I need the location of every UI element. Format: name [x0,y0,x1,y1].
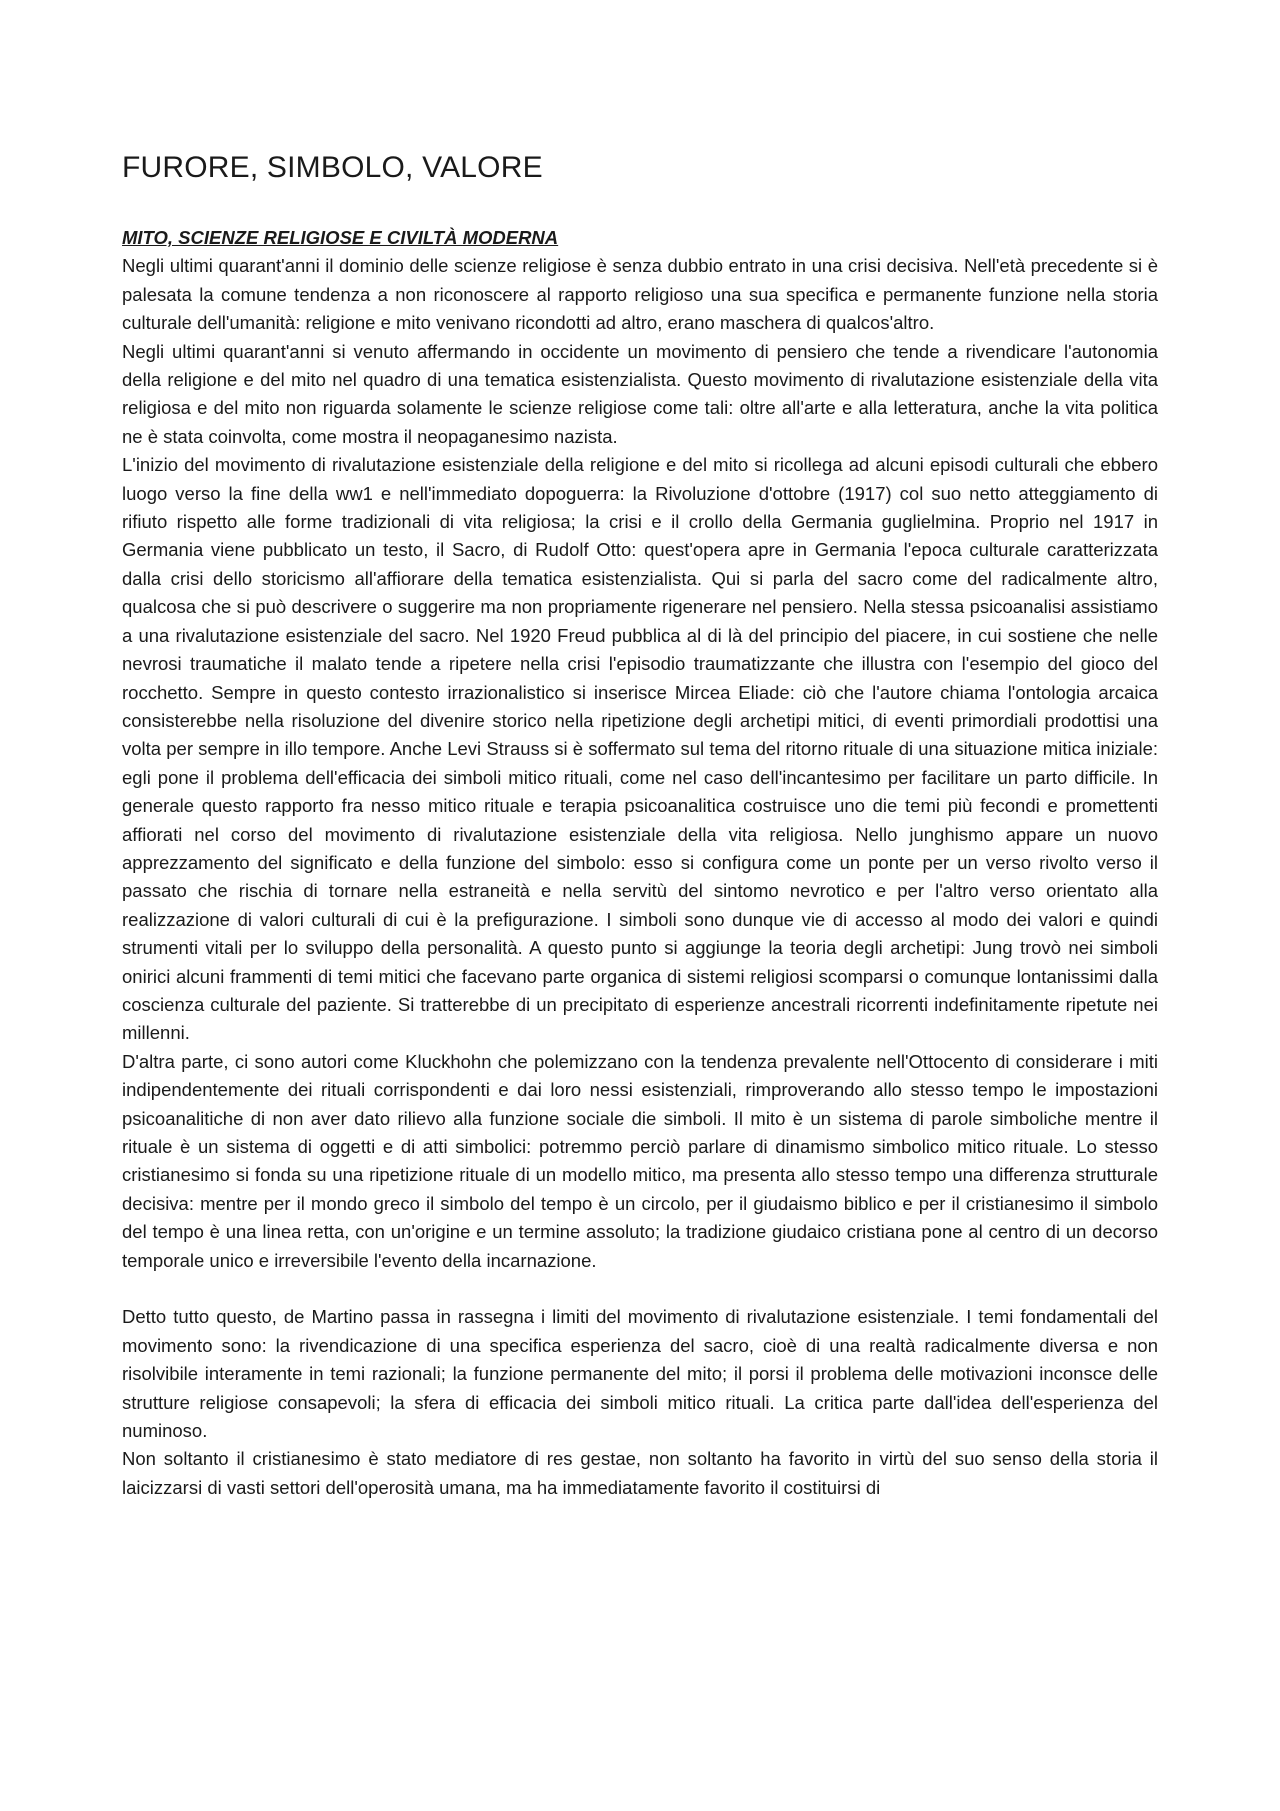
paragraph-5: Detto tutto questo, de Martino passa in rassegna i limiti del movimento di rivalutazione esistenziale. I temi fondamentali del movimento sono: la rivendicazione di una specifica esperienza del sacro, cioè di una realtà radicalmente diversa e non risolvibile interamente in temi razionali; la funzione permanente del mito; il porsi il problema delle motivazioni inconsce delle strutture religiose consapevoli; la sfera di efficacia dei simboli mitico rituali. La critica parte dall'idea dell'esperienza del numinoso. [122,1306,1158,1442]
paragraph-4: D'altra parte, ci sono autori come Kluckhohn che polemizzano con la tendenza prevalente nell'Ottocento di considerare i miti indipendentemente dei rituali corrispondenti e dai loro nessi esistenziali, rimproverando allo stesso tempo le impostazioni psicoanalitiche di non aver dato rilievo alla funzione sociale die simboli. Il mito è un sistema di parole simboliche mentre il rituale è un sistema di oggetti e di atti simbolici: potremmo perciò parlare di dinamismo simbolico mitico rituale. Lo stesso cristianesimo si fonda su una ripetizione rituale di un modello mitico, ma presenta allo stesso tempo una differenza strutturale decisiva: mentre per il mondo greco il simbolo del tempo è un circolo, per il giudaismo biblico e per il cristianesimo il simbolo del tempo è una linea retta, con un'origine e un termine assoluto; la tradizione giudaico cristiana pone al centro di un decorso temporale unico e irreversibile l'evento della incarnazione. [122,1050,1158,1271]
section-heading: MITO, SCIENZE RELIGIOSE E CIVILTÀ MODERNA [122,227,559,248]
document-title: FURORE, SIMBOLO, VALORE [122,151,543,184]
paragraph-3: L'inizio del movimento di rivalutazione esistenziale della religione e del mito si ricollega ad alcuni episodi culturali che ebbero luogo verso la fine della ww1 e nell'immediato dopoguerra: la Rivoluzione d'ottobre (1917) col suo netto atteggiamento di rifiuto rispetto alle forme tradizionali di vita religiosa; la crisi e il crollo della Germania guglielmina. Proprio nel 1917 in Germania viene pubblicato un testo, il Sacro, di Rudolf Otto: quest'opera apre in Germania l'epoca culturale caratterizzata dalla crisi dello storicismo all'affiorare della tematica esistenzialista. Qui si parla del sacro come del radicalmente altro, qualcosa che si può descrivere o suggerire ma non propriamente rigenerare nel pensiero. Nella stessa psicoanalisi assistiamo a una rivalutazione esistenziale del sacro. Nel 1920 Freud pubblica al di là del principio del piacere, in cui sostiene che nelle nevrosi traumatiche il malato tende a ripetere nella crisi l'episodio traumatizzante che illustra con l'esempio del gioco del rocchetto. Sempre in questo contesto irrazionalistico si inserisce Mircea Eliade: ciò che l'autore chiama l'ontologia arcaica consisterebbe nella risoluzione del divenire storico nella ripetizione degli archetipi mitici, di eventi primordiali prodottisi una volta per sempre in illo tempore. Anche Levi Strauss si è soffermato sul tema del ritorno rituale di una situazione mitica iniziale: egli pone il problema dell'efficacia dei simboli mitico rituali, come nel caso dell'incantesimo per facilitare un parto difficile. In generale questo rapporto fra nesso mitico rituale e terapia psicoanalitica costruisce uno die temi più fecondi e promettenti affiorati nel corso del movimento di rivalutazione esistenziale della vita religiosa. Nello junghismo appare un nuovo apprezzamento del significato e della funzione del simbolo: esso si configura come un ponte per un verso rivolto verso il passato che rischia di tornare nella estraneità e nella servitù del sintomo nevrotico e per l'altro verso orientato alla realizzazione di valori culturali di cui è la prefigurazione. I simboli sono dunque vie di accesso al modo dei valori e quindi strumenti vitali per lo sviluppo della personalità. A questo punto si aggiunge la teoria degli archetipi: Jung trovò nei simboli onirici alcuni frammenti di temi mitici che facevano parte organica di sistemi religiosi scomparsi o comunque lontanissimi dalla coscienza culturale del paziente. Si tratterebbe di un precipitato di esperienze ancestrali ricorrenti indefinitamente ripetute nei millenni. [122,454,1158,1044]
document-page [122,150,1158,1502]
paragraph-1: Negli ultimi quarant'anni il dominio delle scienze religiose è senza dubbio entrato in una crisi decisiva. Nell'età precedente si è palesata la comune tendenza a non riconoscere al rapporto religioso una sua specifica e permanente funzione nella storia culturale dell'umanità: religione e mito venivano ricondotti ad altro, erano maschera di qualcos'altro. [122,255,1158,334]
paragraph-2: Negli ultimi quarant'anni si venuto affermando in occidente un movimento di pensiero che tende a rivendicare l'autonomia della religione e del mito nel quadro di una tematica esistenzialista. Questo movimento di rivalutazione esistenziale della vita religiosa e del mito non riguarda solamente le scienze religiose come tali: oltre all'arte e alla letteratura, anche la vita politica ne è stata coinvolta, come mostra il neopaganesimo nazista. [122,340,1158,447]
paragraph-6: Non soltanto il cristianesimo è stato mediatore di res gestae, non soltanto ha favorito in virtù del suo senso della storia il laicizzarsi di vasti settori dell'operosità umana, ma ha immediatamente favorito il costituirsi di [122,1448,1158,1498]
